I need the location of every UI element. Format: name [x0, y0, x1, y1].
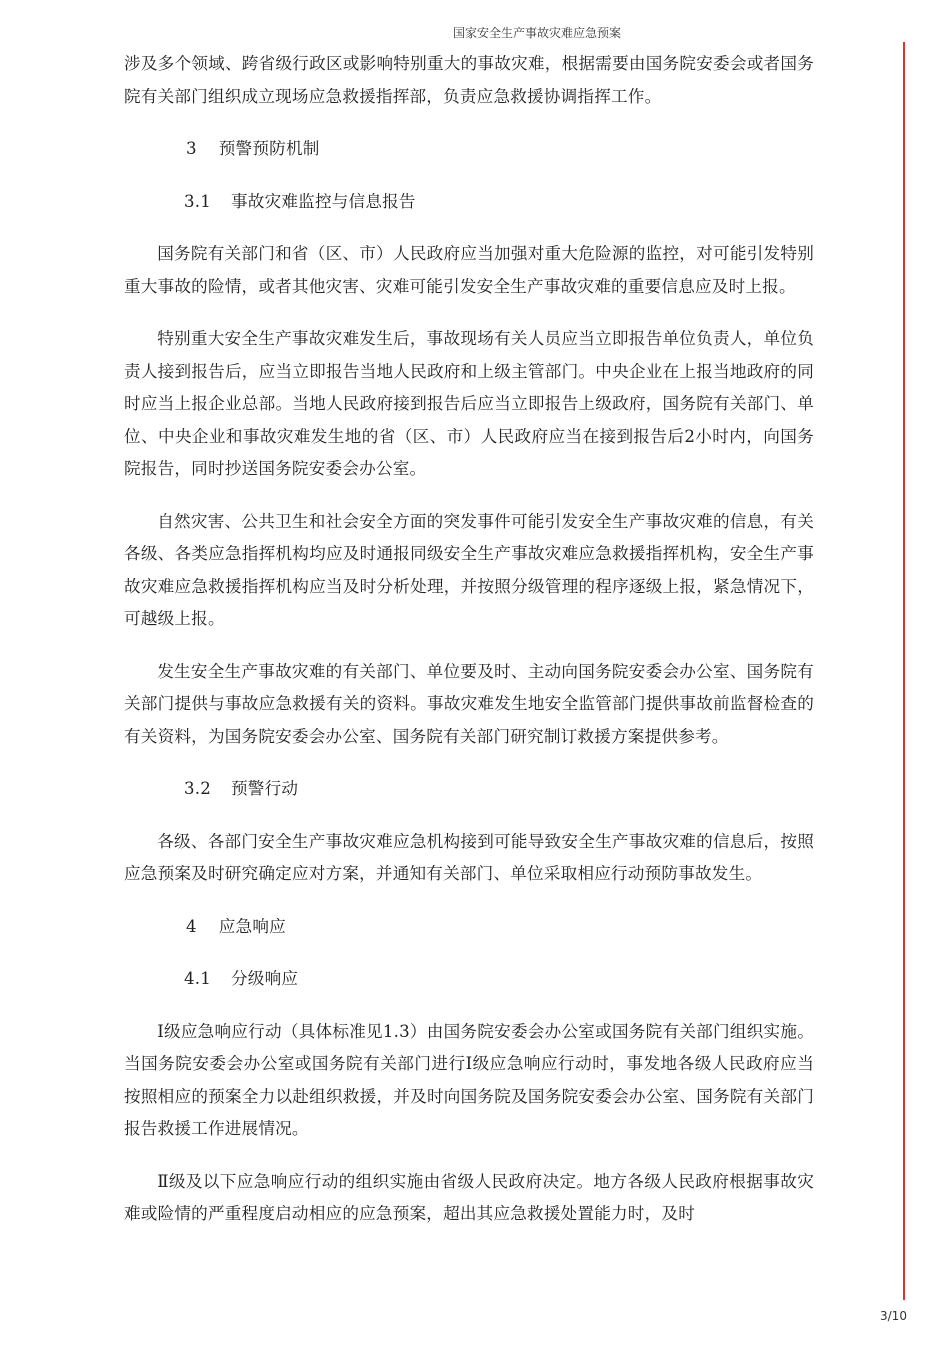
section-heading-3-2 [124, 773, 814, 806]
section-title: 分级响应 [231, 969, 299, 988]
paragraph-reporting: 特别重大安全生产事故灾难发生后，事故现场有关人员应当立即报告单位负责人，单位负责人接到报告后，应当立即报告当地人民政府和上级主管部门。中央企业在上报当地政府的同时应当上报企业总部。当地人民政府接到报告后应当立即报告上级政府，国务院有关部门、单位、中央企业和事故灾难发生地的省（区、市）人民政府应当在接到报告后2小时内，向国务院报告，同时抄送国务院安委会办公室。 [124, 329, 814, 478]
section-title: 应急响应 [218, 916, 286, 936]
section-number: 3.2 [184, 779, 211, 798]
margin-rule [903, 42, 905, 1300]
paragraph-level-2-response: Ⅱ级及以下应急响应行动的组织实施由省级人民政府决定。地方各级人民政府根据事故灾难或险情的严重程度启动相应的应急预案，超出其应急救援处置能力时，及时 [124, 1171, 814, 1223]
page-number: 3/10 [880, 1309, 907, 1323]
document-body [124, 48, 814, 1251]
section-number: 4.1 [184, 969, 211, 988]
section-number: 3.1 [184, 191, 211, 211]
section-heading-3 [124, 133, 814, 166]
paragraph-monitoring: 国务院有关部门和省（区、市）人民政府应当加强对重大危险源的监控，对可能引发特别重大事故的险情，或者其他灾害、灾难可能引发安全生产事故灾难的重要信息应及时上报。 [124, 244, 814, 296]
section-number: 4 [186, 916, 197, 936]
paragraph-level-1-response: Ⅰ级应急响应行动（具体标准见1.3）由国务院安委会办公室或国务院有关部门组织实施。当国务院安委会办公室或国务院有关部门进行Ⅰ级应急响应行动时，事发地各级人民政府应当按照相应的预案全力以赴组织救援，并及时向国务院及国务院安委会办公室、国务院有关部门报告救援工作进展情况。 [124, 1021, 814, 1138]
section-heading-4-1 [124, 963, 814, 996]
paragraph-emergency-info: 自然灾害、公共卫生和社会安全方面的突发事件可能引发安全生产事故灾难的信息，有关各级、各类应急指挥机构均应及时通报同级安全生产事故灾难应急救援指挥机构，安全生产事故灾难应急救援指挥机构应当及时分析处理，并按照分级管理的程序逐级上报，紧急情况下，可越级上报。 [124, 511, 814, 628]
paragraph-warning-action: 各级、各部门安全生产事故灾难应急机构接到可能导致安全生产事故灾难的信息后，按照应急预案及时研究确定应对方案，并通知有关部门、单位采取相应行动预防事故发生。 [124, 831, 814, 883]
section-title: 预警预防机制 [218, 139, 320, 158]
section-number: 3 [186, 139, 197, 158]
paragraph-materials: 发生安全生产事故灾难的有关部门、单位要及时、主动向国务院安委会办公室、国务院有关部门提供与事故应急救援有关的资料。事故灾难发生地安全监管部门提供事故前监督检查的有关资料，为国务院安委会办公室、国务院有关部门研究制订救援方案提供参考。 [124, 661, 814, 746]
section-title: 事故灾难监控与信息报告 [231, 191, 416, 211]
section-heading-4 [124, 911, 814, 944]
section-title: 预警行动 [231, 779, 299, 798]
section-heading-3-1 [124, 186, 814, 219]
header-title: 国家安全生产事故灾难应急预案 [453, 26, 622, 40]
paragraph-command-hq: 涉及多个领域、跨省级行政区或影响特别重大的事故灾难，根据需要由国务院安委会或者国务院有关部门组织成立现场应急救援指挥部，负责应急救援协调指挥工作。 [124, 54, 814, 106]
